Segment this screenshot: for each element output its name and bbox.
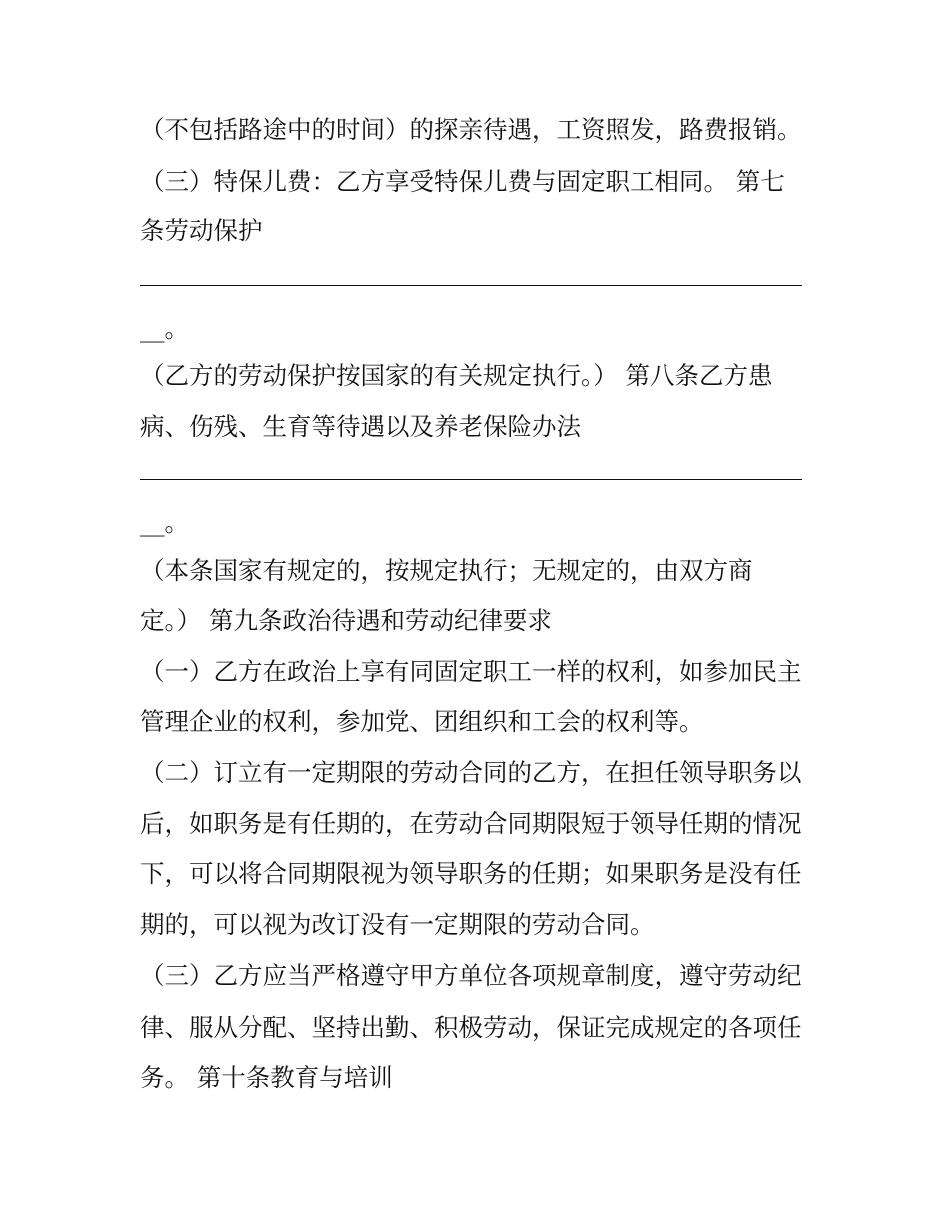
text-line: __。 [140,508,189,537]
text-line: 务。 第十条教育与培训 [140,1063,393,1092]
text-line: 期的，可以视为改订没有一定期限的劳动合同。 [140,910,655,939]
text-line: 下，可以将合同期限视为领导职务的任期；如果职务是没有任 [140,859,802,888]
text-line: __。 [140,314,189,343]
text-line: （本条国家有规定的，按规定执行；无规定的，由双方商 [140,556,753,585]
text-line: 定。） 第九条政治待遇和劳动纪律要求 [140,606,553,635]
fill-in-blank-line [140,285,802,286]
text-line: 律、服从分配、坚持出勤、积极劳动，保证完成规定的各项任 [140,1013,802,1042]
fill-in-blank-line [140,479,802,480]
text-line: （三）特保儿费：乙方享受特保儿费与固定职工相同。 第七 [140,167,785,196]
text-line: （二）订立有一定期限的劳动合同的乙方，在担任领导职务以 [140,758,802,787]
text-line: 管理企业的权利，参加党、团组织和工会的权利等。 [140,707,704,736]
text-line: （不包括路途中的时间）的探亲待遇，工资照发，路费报销。 [140,115,802,144]
text-line: （乙方的劳动保护按国家的有关规定执行。） 第八条乙方患 [140,361,773,390]
text-line: （一）乙方在政治上享有同固定职工一样的权利，如参加民主 [140,657,802,686]
text-line: （三）乙方应当严格遵守甲方单位各项规章制度，遵守劳动纪 [140,961,802,990]
text-line: 后，如职务是有任期的，在劳动合同期限短于领导任期的情况 [140,809,802,838]
text-line: 条劳动保护 [140,216,263,245]
text-line: 病、伤残、生育等待遇以及养老保险办法 [140,412,581,441]
